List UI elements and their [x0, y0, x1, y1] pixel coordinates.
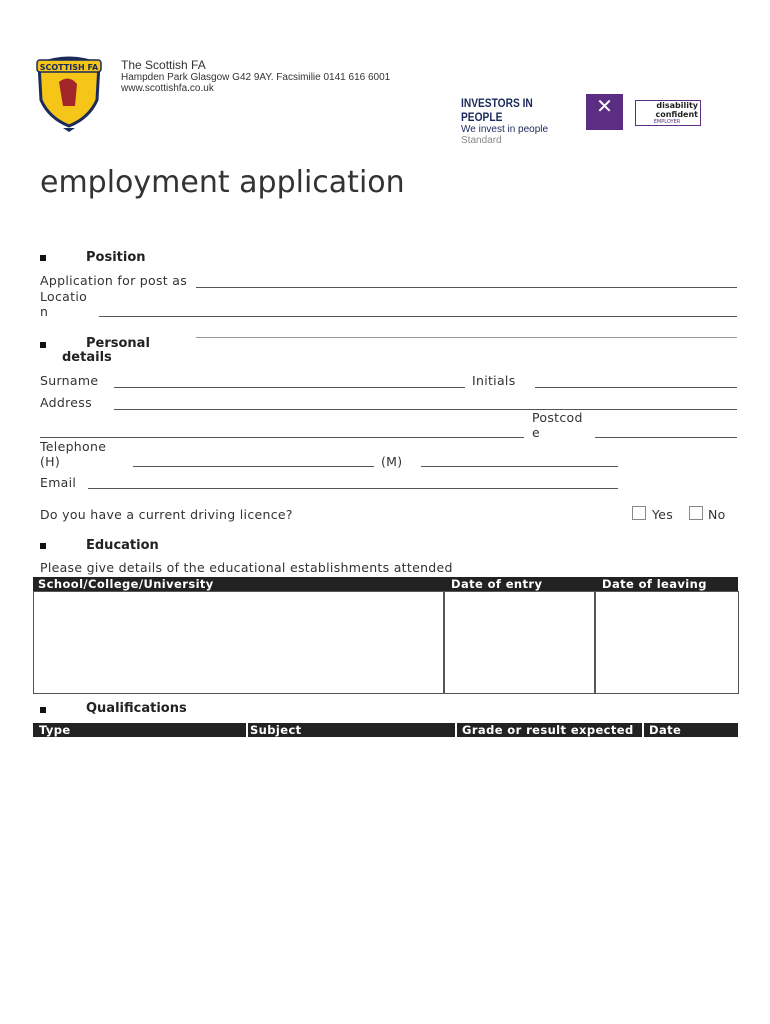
- mobile-input[interactable]: [421, 466, 618, 467]
- telephone-input[interactable]: [133, 466, 374, 467]
- bullet-icon: [40, 342, 46, 348]
- initials-label: Initials: [472, 373, 516, 388]
- bullet-icon: [40, 707, 46, 713]
- surname-label: Surname: [40, 373, 99, 388]
- date-entry-cell[interactable]: [443, 591, 596, 694]
- location-input-2[interactable]: [196, 337, 737, 338]
- col-date: Date: [649, 723, 682, 737]
- licence-question: Do you have a current driving licence?: [40, 507, 293, 522]
- telephone-label: Telephone (H): [40, 439, 107, 469]
- licence-yes-checkbox[interactable]: [632, 506, 646, 520]
- page-title: employment application: [40, 165, 405, 200]
- date-leaving-cell[interactable]: [594, 591, 739, 694]
- mobile-label: (M): [381, 454, 403, 469]
- address-input[interactable]: [114, 409, 737, 410]
- col-date-leaving: Date of leaving: [602, 577, 707, 591]
- post-label: Application for post as: [40, 273, 188, 288]
- section-position: Position: [86, 250, 146, 265]
- postcode-label: Postcod e: [532, 410, 583, 440]
- section-personal-details: Personal details: [62, 336, 150, 365]
- address-input-2[interactable]: [40, 437, 524, 438]
- org-address: Hampden Park Glasgow G42 9AY. Facsimilie 0141 616 6001: [121, 72, 391, 83]
- licence-no-checkbox[interactable]: [689, 506, 703, 520]
- col-grade: Grade or result expected: [462, 723, 634, 737]
- licence-yes-label: Yes: [652, 507, 674, 522]
- licence-no-label: No: [708, 507, 726, 522]
- surname-input[interactable]: [114, 387, 465, 388]
- accreditation-logo: ✕: [586, 94, 623, 130]
- col-type: Type: [39, 723, 71, 737]
- bullet-icon: [40, 255, 46, 261]
- col-date-entry: Date of entry: [451, 577, 543, 591]
- postcode-input[interactable]: [595, 437, 737, 438]
- email-input[interactable]: [88, 488, 618, 489]
- disability-confident-logo: disability confident EMPLOYER: [635, 100, 701, 126]
- initials-input[interactable]: [535, 387, 737, 388]
- education-instruction: Please give details of the educational establishments attended: [40, 560, 453, 575]
- email-label: Email: [40, 475, 77, 490]
- col-school: School/College/University: [38, 577, 214, 591]
- location-input[interactable]: [99, 316, 737, 317]
- education-table-header: [33, 577, 738, 591]
- col-subject: Subject: [250, 723, 302, 737]
- address-label: Address: [40, 395, 92, 410]
- bullet-icon: [40, 543, 46, 549]
- school-cell[interactable]: [33, 591, 445, 694]
- location-label: Locatio n: [40, 289, 88, 319]
- post-input[interactable]: [196, 287, 737, 288]
- org-name: The Scottish FA: [121, 58, 206, 72]
- qualifications-table-header: [33, 723, 738, 737]
- org-website[interactable]: www.scottishfa.co.uk: [121, 83, 214, 94]
- scottish-fa-crest-logo: [33, 50, 105, 132]
- investors-in-people-logo: INVESTORS IN PEOPLE We invest in people Standard: [461, 96, 549, 146]
- section-qualifications: Qualifications: [86, 701, 187, 716]
- svg-text:SCOTTISH FA: SCOTTISH FA: [39, 63, 99, 72]
- section-education: Education: [86, 538, 159, 553]
